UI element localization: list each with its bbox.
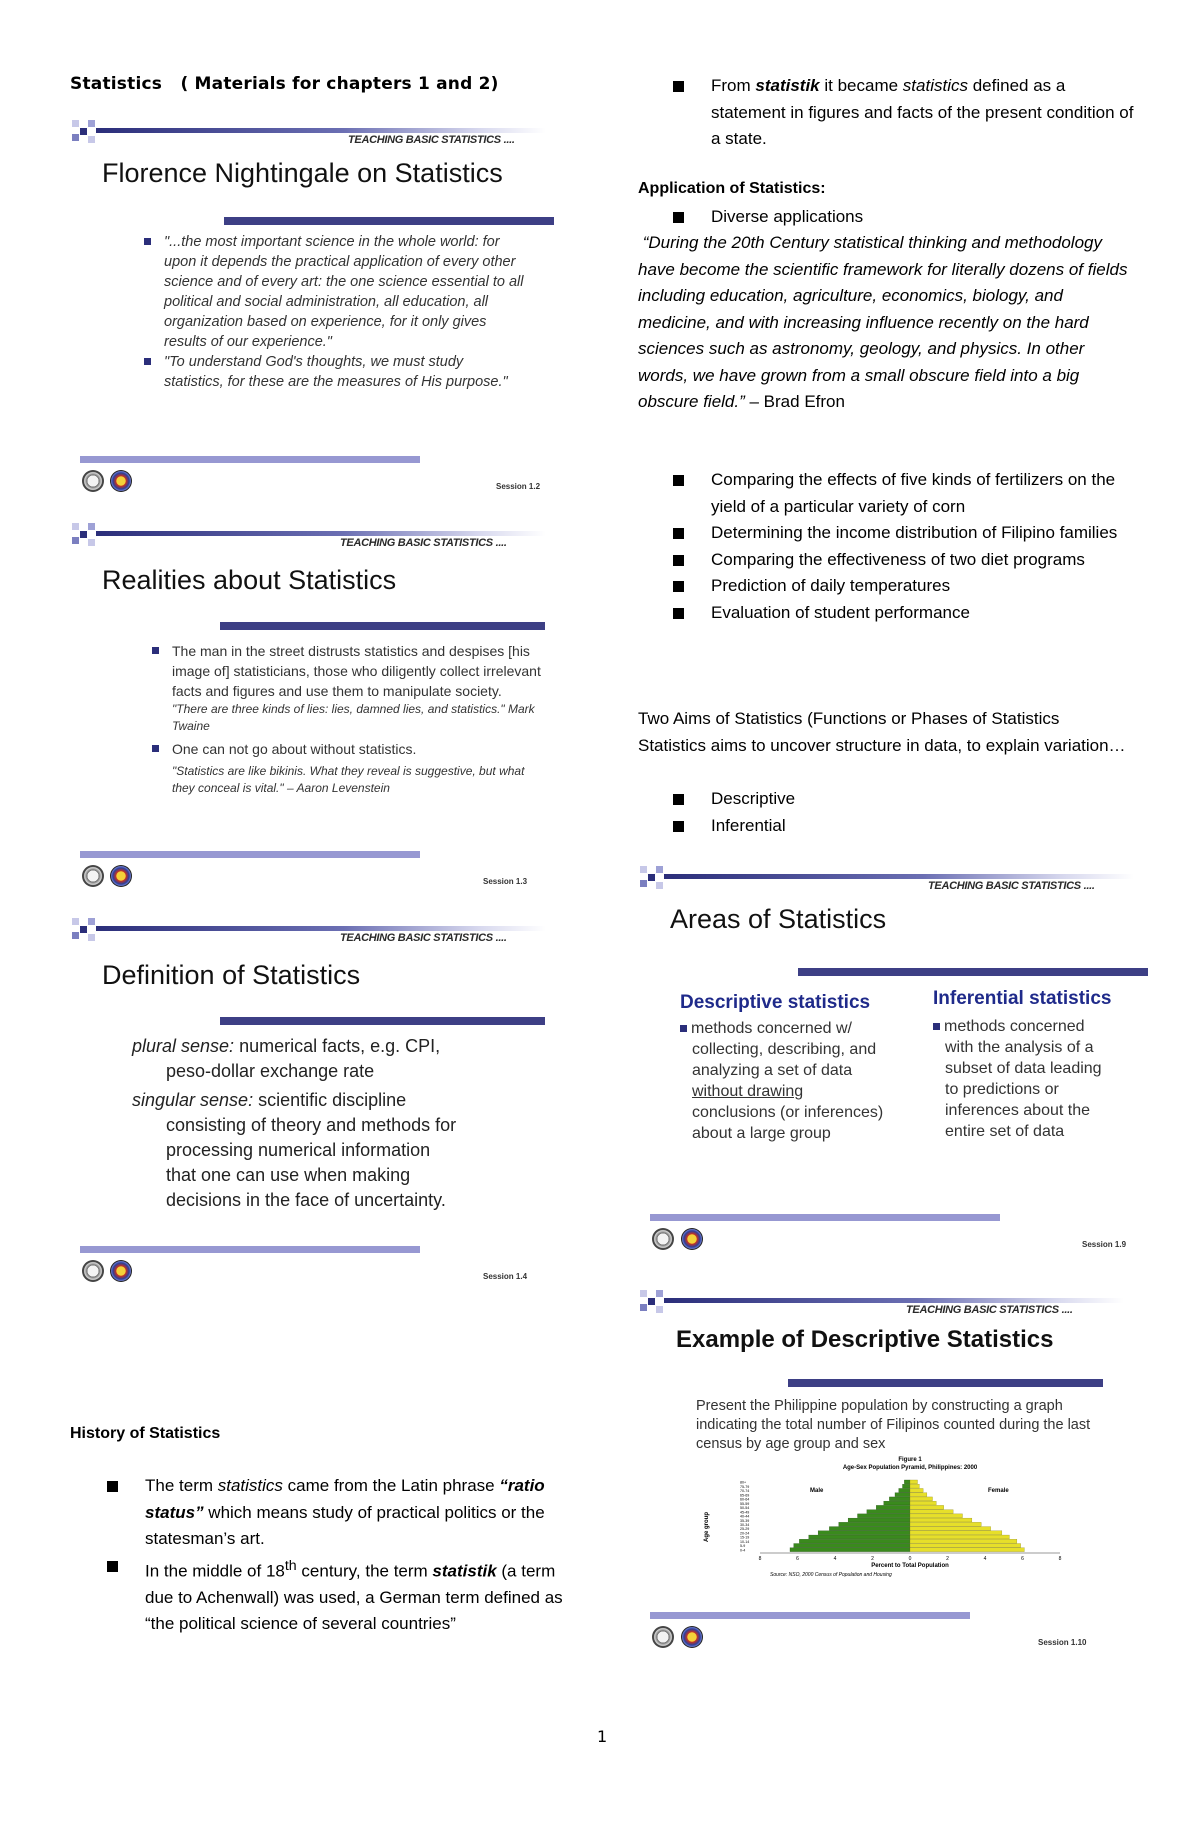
male-bar [818, 1531, 910, 1535]
female-bar [910, 1480, 918, 1484]
slide-accent-bar [798, 968, 1148, 976]
age-group-label: 50-54 [740, 1506, 750, 1511]
university-seal-icon [82, 470, 104, 492]
application-example: Comparing the effects of five kinds of fertilizers on the yield of a particular variety of corn [673, 467, 1143, 520]
inferential-heading: Inferential statistics [933, 988, 1112, 1009]
female-bar [910, 1501, 936, 1505]
example-description: Present the Philippine population by constructing a graph indicating the total number of Filipinos counted during the last census by age group and sex [696, 1398, 1091, 1452]
slide-title: Realities about Statistics [102, 565, 397, 595]
slide-footer-bar [650, 1214, 1000, 1221]
university-seal-icon [82, 1260, 104, 1282]
session-label: Session 1.2 [496, 482, 541, 491]
slide-bullet: "To understand God's thoughts, we must study statistics, for these are the measures of His purpose." [144, 352, 524, 392]
slide-accent-bar [788, 1379, 1103, 1387]
chart-male-label: Male [810, 1488, 824, 1494]
application-example: Evaluation of student performance [673, 600, 1143, 627]
application-example: Determining the income distribution of Filipino families [673, 520, 1143, 547]
female-bar [910, 1531, 1002, 1535]
aims-text: Statistics aims to uncover structure in data, to explain variation… [638, 736, 1126, 755]
female-bar [910, 1488, 923, 1492]
definition-text: plural sense: numerical facts, e.g. CPI, peso-dollar exchange rate singular sense: scientific discipline consisting of theory and methods for processing numerical information that one can use when making decisions in the face of uncertainty. [132, 1036, 457, 1210]
age-group-label: 55-59 [740, 1501, 750, 1506]
x-tick-label: 8 [1058, 1556, 1062, 1562]
chart-y-label: Age group [704, 1512, 710, 1542]
female-bar [910, 1535, 1009, 1539]
chart-ticks [759, 1553, 1062, 1562]
slide-realities [70, 523, 560, 893]
male-bar [848, 1518, 910, 1522]
aims-item: Descriptive [673, 786, 1143, 813]
document-title: Statistics ( Materials for chapters 1 and 2) [70, 74, 499, 94]
session-label: Session 1.9 [1082, 1240, 1127, 1249]
male-bar [889, 1497, 910, 1501]
application-heading: Application of Statistics: [638, 180, 826, 197]
slide-corner-decoration [72, 523, 104, 551]
slide-header: TEACHING BASIC STATISTICS .... [348, 134, 515, 146]
chart-x-label: Percent to Total Population [871, 1563, 949, 1569]
university-seal-icon [652, 1228, 674, 1250]
male-bar [809, 1535, 910, 1539]
slide-header: TEACHING BASIC STATISTICS .... [340, 537, 507, 549]
male-bar [884, 1501, 910, 1505]
descriptive-text: methods concerned w/ collecting, describing, and analyzing a set of data without drawing conclusions (or inferences) about a large group [680, 1018, 910, 1144]
slide-footer-bar [80, 1246, 420, 1253]
x-tick-label: 6 [1021, 1556, 1024, 1562]
age-group-label: 0-4 [740, 1548, 746, 1553]
female-bar [910, 1522, 981, 1526]
slide-bullet-list [144, 232, 524, 392]
slide-top-bar [96, 128, 546, 133]
agency-seal-icon [110, 470, 132, 492]
aims-item: Inferential [673, 813, 1143, 840]
descriptive-heading: Descriptive statistics [680, 992, 871, 1013]
female-bar [910, 1539, 1017, 1543]
slide-header: TEACHING BASIC STATISTICS .... [906, 1304, 1073, 1316]
slide-title: Example of Descriptive Statistics [676, 1326, 1054, 1353]
slide-bullet: "...the most important science in the whole world: for upon it depends the practical application of every other science and of every art: the one science essential to all political and social administration, all education, all organization based on experience, for it only gives results of our experience." [144, 232, 524, 352]
female-bar [910, 1505, 944, 1509]
age-group-label: 80+ [740, 1480, 747, 1485]
x-tick-label: 2 [946, 1556, 949, 1562]
x-tick-label: 4 [983, 1556, 987, 1562]
history-item: In the middle of 18th century, the term statistik (a term due to Achenwall) was used, a German term defined as “the political science of several countries” [107, 1553, 567, 1638]
slide-top-bar [96, 531, 546, 536]
female-bar [910, 1493, 927, 1497]
slide-bullet: The man in the street distrusts statistics and despises [his image of] statisticians, those who diligently collect irrelevant facts and figures and use them to manipulate society. [152, 641, 542, 701]
application-examples [673, 467, 1143, 626]
slide-title: Definition of Statistics [102, 960, 361, 990]
slide-bullet: One can not go about without statistics. [152, 739, 542, 759]
male-bar [799, 1539, 910, 1543]
application-list [673, 204, 1143, 231]
female-bar [910, 1514, 963, 1518]
chart-title: Age-Sex Population Pyramid, Philippines: 2000 [842, 1465, 978, 1471]
slide-quote: "There are three kinds of lies: lies, damned lies, and statistics." Mark Twaine [172, 702, 535, 733]
slide-top-bar [96, 926, 546, 931]
female-bar [910, 1484, 919, 1488]
x-tick-label: 4 [833, 1556, 837, 1562]
university-seal-icon [652, 1626, 674, 1648]
x-tick-label: 2 [871, 1556, 874, 1562]
aims-heading: Two Aims of Statistics (Functions or Phases of Statistics [638, 709, 1060, 728]
male-bar [790, 1548, 910, 1552]
x-tick-label: 0 [908, 1556, 912, 1562]
chart-bars [740, 1480, 1024, 1552]
aims-list [673, 786, 1143, 839]
slide-title: Florence Nightingale on Statistics [102, 158, 503, 188]
slide-footer-bar [650, 1612, 970, 1619]
application-item: Diverse applications [673, 204, 1143, 231]
slide-top-bar [664, 1298, 1124, 1303]
history-heading: History of Statistics [70, 1425, 221, 1442]
slide-corner-decoration [72, 918, 104, 946]
male-bar [895, 1493, 910, 1497]
age-group-label: 5-9 [740, 1544, 746, 1549]
male-bar [829, 1527, 910, 1531]
age-group-label: 35-39 [740, 1518, 750, 1523]
application-example: Prediction of daily temperatures [673, 573, 1143, 600]
slide-accent-bar [224, 217, 554, 225]
slide-nightingale [70, 120, 560, 500]
session-label: Session 1.10 [1038, 1638, 1087, 1647]
slide-corner-decoration [72, 120, 104, 148]
slide-definition [70, 918, 560, 1288]
age-group-label: 25-29 [740, 1527, 750, 1532]
efron-quote: “During the 20th Century statistical thinking and methodology have become the scientific framework for literally dozens of fields including education, agriculture, economics, biology, and medicine, and with increasing influence recently on the hard sciences such as astronomy, geology, and physics. In other words, we have grown from a small obscure field into a big obscure field.” – Brad Efron [638, 233, 1128, 411]
slide-header: TEACHING BASIC STATISTICS .... [340, 932, 507, 944]
age-group-label: 20-24 [740, 1531, 750, 1536]
history-item: From statistik it became statistics defined as a statement in figures and facts of the present condition of a state. [673, 73, 1143, 153]
agency-seal-icon [681, 1228, 703, 1250]
chart-source: Source: NSO, 2000 Census of Population and Housing [770, 1572, 892, 1578]
age-group-label: 30-34 [740, 1522, 750, 1527]
agency-seal-icon [110, 865, 132, 887]
inferential-text: methods concerned with the analysis of a subset of data leading to predictions or inferences about the entire set of data [933, 1016, 1143, 1142]
slide-accent-bar [220, 622, 545, 630]
slide-footer-bar [80, 456, 420, 463]
history-list [107, 1473, 567, 1638]
age-group-label: 70-74 [740, 1489, 750, 1494]
session-label: Session 1.4 [483, 1272, 528, 1281]
age-group-label: 60-64 [740, 1497, 750, 1502]
male-bar [904, 1480, 910, 1484]
female-bar [910, 1510, 953, 1514]
male-bar [858, 1514, 911, 1518]
page-number: 1 [597, 1727, 608, 1746]
slide-header: TEACHING BASIC STATISTICS .... [928, 880, 1095, 892]
history-item: The term statistics came from the Latin phrase “ratio status” which means study of practical politics or the statesman’s art. [107, 1473, 567, 1553]
agency-seal-icon [681, 1626, 703, 1648]
male-bar [839, 1522, 910, 1526]
x-tick-label: 6 [796, 1556, 799, 1562]
slide-corner-decoration [640, 866, 672, 894]
slide-quote: "Statistics are like bikinis. What they reveal is suggestive, but what they conceal is vital." – Aaron Levenstein [172, 764, 525, 795]
female-bar [910, 1518, 972, 1522]
male-bar [899, 1488, 910, 1492]
slide-top-bar [664, 874, 1134, 879]
chart-female-label: Female [988, 1488, 1009, 1494]
age-group-label: 10-14 [740, 1539, 750, 1544]
slide-corner-decoration [640, 1290, 672, 1318]
history-list-continued [673, 73, 1143, 153]
chart-figure-title: Figure 1 [898, 1457, 922, 1463]
population-pyramid-chart [700, 1452, 1080, 1582]
session-label: Session 1.3 [483, 877, 528, 886]
female-bar [910, 1544, 1021, 1548]
agency-seal-icon [110, 1260, 132, 1282]
age-group-label: 45-49 [740, 1510, 750, 1515]
university-seal-icon [82, 865, 104, 887]
age-group-label: 75-79 [740, 1484, 750, 1489]
male-bar [794, 1544, 910, 1548]
female-bar [910, 1497, 933, 1501]
slide-footer-bar [80, 851, 420, 858]
male-bar [876, 1505, 910, 1509]
female-bar [910, 1527, 991, 1531]
application-example: Comparing the effectiveness of two diet programs [673, 547, 1143, 574]
male-bar [867, 1510, 910, 1514]
slide-bullet-list [152, 641, 542, 797]
age-group-label: 15-19 [740, 1535, 750, 1540]
age-group-label: 65-69 [740, 1493, 750, 1498]
slide-title: Areas of Statistics [670, 904, 887, 934]
female-bar [910, 1548, 1024, 1552]
slide-accent-bar [220, 1017, 545, 1025]
age-group-label: 40-44 [740, 1514, 750, 1519]
male-bar [903, 1484, 911, 1488]
x-tick-label: 8 [758, 1556, 762, 1562]
